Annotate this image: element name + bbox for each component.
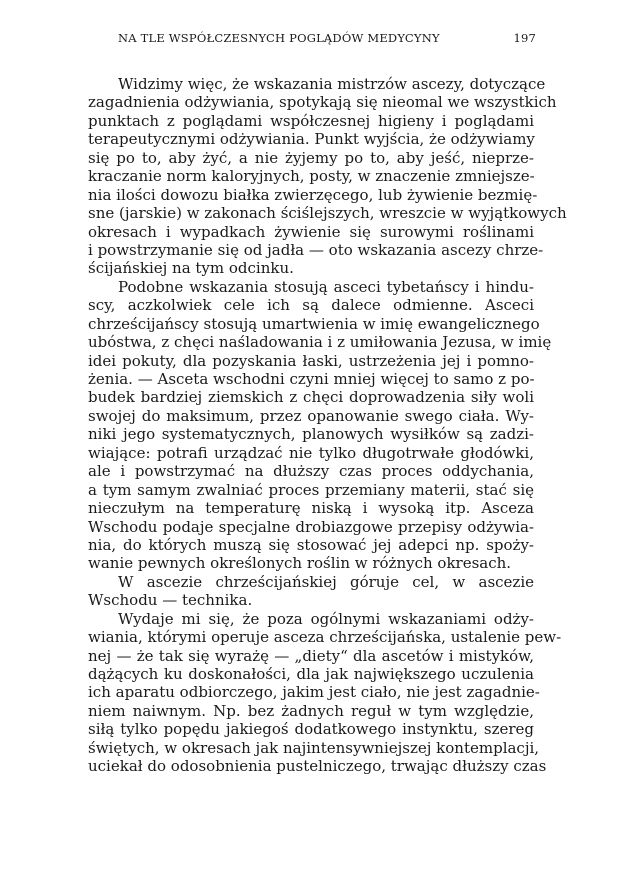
text-line: kraczanie norm kaloryjnych, posty, w znaczenie zmniejsze- — [88, 167, 535, 186]
text-line: nia ilości dowozu białka zwierzęcego, lub żywienie bezmię- — [88, 185, 538, 204]
text-line: Widzimy więc, że wskazania mistrzów ascezy, dotyczące — [118, 75, 546, 93]
text-line: zagadnienia odżywiania, spotykają się nieomal we wszystkich — [88, 93, 557, 112]
text-line: wiające: potrafi urządzać nie tylko długotrwałe głodówki, — [88, 443, 534, 462]
text-line: Wschodu podaje specjalne drobiazgowe przepisy odżywia- — [88, 517, 534, 536]
text-line: W ascezie chrześcijańskiej góruje cel, w ascezie — [118, 572, 534, 591]
text-line: nia, do których muszą się stosować jej adepci np. spoży- — [88, 535, 534, 554]
text-line: niem naiwnym. Np. bez żadnych reguł w tym względzie, — [88, 701, 534, 720]
text-line: się po to, aby żyć, a nie żyjemy po to, aby jeść, nieprze- — [88, 148, 534, 167]
text-line: dążących ku doskonałości, dla jak największego uczulenia — [88, 665, 534, 683]
text-line: chrześcijańscy stosują umartwienia w imię ewangelicznego — [88, 314, 540, 333]
text-line: scy, aczkolwiek cele ich są dalece odmienne. Asceci — [88, 296, 534, 315]
text-line: Wschodu — technika. — [88, 591, 253, 610]
page-body-text — [88, 75, 567, 776]
text-line: siłą tylko popędu jakiegoś dodatkowego instynktu, szereg — [88, 720, 534, 739]
running-header — [118, 31, 536, 49]
paragraph — [88, 75, 567, 278]
text-line: nieczułym na temperaturę niską i wysoką itp. Asceza — [88, 499, 534, 518]
text-line: terapeutycznymi odżywiania. Punkt wyjścia, że odżywiamy — [88, 130, 535, 149]
text-line: wanie pewnych określonych roślin w różnych okresach. — [88, 554, 512, 573]
text-line: świętych, w okresach jak najintensywniejszej kontemplacji, — [88, 738, 540, 757]
text-line: swojej do maksimum, przez opanowanie swego ciała. Wy- — [88, 406, 534, 425]
text-line: sne (jarskie) w zakonach ściślejszych, wreszcie w wyjątkowych — [88, 204, 567, 223]
text-line: ich aparatu odbiorczego, jakim jest ciało, nie jest zagadnie- — [88, 683, 540, 702]
text-line: nej — że tak się wyrażę — „diety“ dla ascetów i mistyków, — [88, 646, 534, 665]
text-line: Podobne wskazania stosują asceci tybetańscy i hindu- — [118, 277, 534, 296]
text-line: i powstrzymanie się od jadła — oto wskazania ascezy chrze- — [88, 240, 544, 259]
text-line: wiania, którymi operuje asceza chrześcijańska, ustalenie pew- — [88, 628, 562, 647]
text-line: żenia. — Asceta wschodni czyni mniej więcej to samo z po- — [88, 370, 535, 388]
text-line: a tym samym zwalniać proces przemiany materii, stać się — [88, 480, 534, 499]
text-line: ścijańskiej na tym odcinku. — [88, 259, 294, 278]
running-title: NA TLE WSPÓŁCZESNYCH POGLĄDÓW MEDYCYNY — [118, 31, 440, 45]
paragraph — [88, 609, 562, 776]
text-line: idei pokuty, dla pozyskania łaski, ustrzeżenia jej i pomno- — [88, 351, 534, 370]
text-line: uciekał do odosobnienia pustelniczego, trwając dłuższy czas — [88, 757, 547, 776]
page-number: 197 — [513, 31, 536, 45]
text-line: Wydaje mi się, że poza ogólnymi wskazaniami odży- — [118, 609, 534, 628]
paragraph — [88, 573, 534, 610]
paragraph — [88, 277, 552, 573]
text-line: budek bardziej ziemskich z chęci doprowadzenia siły woli — [88, 388, 534, 407]
text-line: punktach z poglądami współczesnej higieny i poglądami — [88, 111, 534, 130]
text-line: niki jego systematycznych, planowych wysiłków są zadzi- — [88, 425, 534, 444]
text-line: okresach i wypadkach żywienie się surowymi roślinami — [88, 222, 534, 241]
text-line: ale i powstrzymać na dłuższy czas proces oddychania, — [88, 462, 534, 481]
text-line: ubóstwa, z chęci naśladowania i z umiłowania Jezusa, w imię — [88, 333, 552, 352]
